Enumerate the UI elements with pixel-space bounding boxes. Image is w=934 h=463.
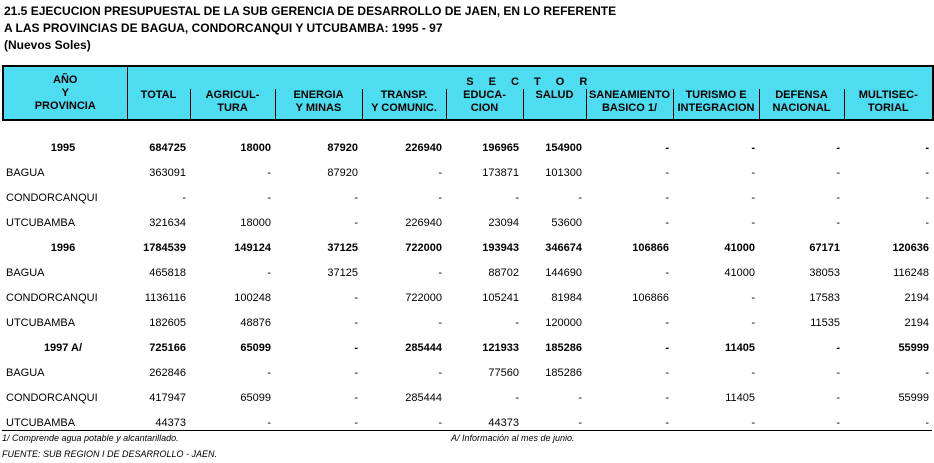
province-row: [3, 285, 933, 310]
row-label: BAGUA: [6, 366, 45, 379]
table-cell: 81984: [551, 291, 582, 304]
table-cell: -: [665, 266, 669, 279]
table-cell: -: [354, 316, 358, 329]
column-header: SANEAMIENTO BASICO 1/: [586, 89, 673, 120]
table-cell: 185286: [545, 366, 582, 379]
table-cell: -: [354, 191, 358, 204]
table-cell: 18000: [240, 216, 271, 229]
table-cell: -: [438, 191, 442, 204]
province-row: [3, 360, 933, 385]
table-cell: 105241: [482, 291, 519, 304]
province-row: [3, 385, 933, 410]
table-cell: -: [438, 366, 442, 379]
table-cell: -: [182, 191, 186, 204]
table-cell: 149124: [234, 241, 271, 254]
table-cell: -: [836, 191, 840, 204]
table-cell: 55999: [898, 391, 930, 404]
table-cell: -: [354, 291, 358, 304]
row-label: CONDORCANQUI: [6, 191, 98, 204]
table-cell: 77560: [488, 366, 519, 379]
spacer-row: [3, 120, 933, 135]
table-cell: -: [836, 216, 840, 229]
table-cell: 38053: [809, 266, 840, 279]
table-cell: 120636: [892, 241, 930, 254]
table-cell: -: [751, 191, 755, 204]
table-cell: -: [836, 341, 840, 354]
table-cell: 67171: [809, 241, 840, 254]
table-cell: 1784539: [143, 241, 186, 254]
column-header: SALUD: [523, 89, 586, 120]
table-cell: -: [925, 366, 930, 379]
source-note: FUENTE: SUB REGION I DE DESARROLLO - JAEN.: [2, 449, 218, 459]
province-row: [3, 410, 933, 435]
table-cell: -: [836, 141, 840, 154]
table-cell: -: [751, 141, 755, 154]
table-cell: -: [438, 266, 442, 279]
table-cell: -: [665, 216, 669, 229]
column-header: ENERGIA Y MINAS: [275, 89, 362, 120]
table-cell: -: [578, 416, 582, 429]
table-cell: 37125: [327, 266, 358, 279]
table-cell: 193943: [482, 241, 519, 254]
table-cell: 196965: [482, 141, 519, 154]
row-label: BAGUA: [6, 266, 45, 279]
row-label: UTCUBAMBA: [6, 416, 76, 429]
column-header: TRANSP. Y COMUNIC.: [362, 89, 446, 120]
table-cell: -: [751, 216, 755, 229]
table-cell: 65099: [240, 391, 271, 404]
province-row: [3, 210, 933, 235]
table-cell: -: [354, 416, 358, 429]
header-sector: S E C T O R: [127, 66, 933, 89]
table-cell: -: [665, 316, 669, 329]
table-cell: -: [925, 416, 930, 429]
table-cell: -: [267, 366, 271, 379]
table-cell: 2194: [904, 291, 930, 304]
table-cell: -: [751, 316, 755, 329]
table-cell: 65099: [240, 341, 271, 354]
table-cell: 48876: [240, 316, 271, 329]
table-cell: 55999: [898, 341, 930, 354]
table-cell: 417947: [149, 391, 186, 404]
table-cell: -: [751, 291, 755, 304]
table-cell: -: [267, 416, 271, 429]
table-cell: 44373: [155, 416, 186, 429]
table-cell: -: [665, 391, 669, 404]
province-row: [3, 310, 933, 335]
table-cell: 106866: [632, 291, 669, 304]
table-cell: 88702: [488, 266, 519, 279]
table-cell: 465818: [149, 266, 186, 279]
table-cell: 226940: [405, 141, 442, 154]
table-cell: 100248: [234, 291, 271, 304]
row-label: 1996: [50, 241, 76, 254]
table-cell: 17583: [809, 291, 840, 304]
table-cell: 285444: [405, 391, 442, 404]
table-cell: 173871: [482, 166, 519, 179]
table-cell: -: [665, 191, 669, 204]
column-header: TURISMO E INTEGRACION: [673, 89, 759, 120]
column-header: AGRICUL- TURA: [190, 89, 275, 120]
table-cell: 23094: [488, 216, 519, 229]
province-row: [3, 160, 933, 185]
province-row: [3, 185, 933, 210]
table-cell: -: [665, 366, 669, 379]
footer-divider: [2, 430, 932, 431]
year-total-row: [3, 335, 933, 360]
province-row: [3, 260, 933, 285]
table-cell: 18000: [240, 141, 271, 154]
table-cell: 44373: [488, 416, 519, 429]
row-label: CONDORCANQUI: [6, 291, 98, 304]
table-cell: 2194: [904, 316, 930, 329]
table-cell: -: [267, 266, 271, 279]
report-title: [4, 3, 616, 54]
table-cell: -: [836, 366, 840, 379]
table-cell: 182605: [149, 316, 186, 329]
table-cell: -: [925, 191, 930, 204]
table-cell: 144690: [545, 266, 582, 279]
table-cell: -: [925, 166, 930, 179]
table-cell: -: [665, 166, 669, 179]
row-label: 1997 A/: [43, 341, 83, 354]
budget-table: [2, 65, 934, 435]
table-cell: -: [438, 166, 442, 179]
header-year-province: AÑO Y PROVINCIA: [3, 66, 127, 120]
table-cell: -: [751, 166, 755, 179]
table-cell: 226940: [405, 216, 442, 229]
table-cell: 684725: [149, 141, 186, 154]
table-cell: -: [751, 366, 755, 379]
row-label: 1995: [50, 141, 76, 154]
footnote-a: A/ Información al mes de junio.: [451, 433, 575, 443]
title-line-1: 21.5 EJECUCION PRESUPUESTAL DE LA SUB GERENCIA DE DESARROLLO DE JAEN, EN LO REFERENTE: [4, 4, 617, 18]
table-cell: -: [354, 341, 358, 354]
table-cell: 262846: [149, 366, 186, 379]
year-total-row: [3, 135, 933, 160]
table-cell: -: [665, 341, 669, 354]
table-cell: 154900: [545, 141, 582, 154]
table-cell: 120000: [545, 316, 582, 329]
table-cell: -: [751, 416, 755, 429]
column-header: MULTISEC- TORIAL: [844, 89, 933, 120]
column-header: EDUCA- CION: [446, 89, 523, 120]
table-cell: 722000: [405, 241, 442, 254]
table-cell: -: [665, 416, 669, 429]
table-cell: -: [836, 166, 840, 179]
table-cell: 37125: [327, 241, 358, 254]
table-cell: -: [578, 391, 582, 404]
table-cell: 11535: [810, 316, 840, 329]
table-cell: -: [438, 416, 442, 429]
table-cell: -: [354, 216, 358, 229]
table-cell: -: [515, 191, 519, 204]
column-header: DEFENSA NACIONAL: [759, 89, 844, 120]
table-cell: -: [665, 141, 669, 154]
row-label: UTCUBAMBA: [6, 316, 76, 329]
column-header: TOTAL: [127, 89, 190, 120]
table-cell: 321634: [149, 216, 186, 229]
footnote-1: 1/ Comprende agua potable y alcantarillado.: [2, 433, 179, 443]
table-cell: 1136116: [144, 291, 186, 304]
table-cell: 346674: [545, 241, 582, 254]
table-cell: -: [267, 166, 271, 179]
year-total-row: [3, 235, 933, 260]
table-cell: -: [925, 141, 930, 154]
table-cell: -: [925, 216, 930, 229]
table-cell: 106866: [632, 241, 669, 254]
table-cell: 87920: [327, 166, 358, 179]
table-cell: 185286: [545, 341, 582, 354]
table-cell: 285444: [405, 341, 442, 354]
table-cell: 722000: [405, 291, 442, 304]
table-cell: -: [354, 366, 358, 379]
table-cell: 11405: [725, 391, 755, 404]
row-label: BAGUA: [6, 166, 45, 179]
table-cell: 121933: [482, 341, 519, 354]
table-cell: -: [515, 391, 519, 404]
table-cell: 41000: [724, 241, 755, 254]
table-cell: 101300: [545, 166, 582, 179]
table-cell: -: [267, 191, 271, 204]
row-label: CONDORCANQUI: [6, 391, 98, 404]
table-cell: 53600: [551, 216, 582, 229]
table-cell: 87920: [327, 141, 358, 154]
table-cell: -: [438, 316, 442, 329]
table-cell: -: [836, 391, 840, 404]
table-cell: -: [836, 416, 840, 429]
table-cell: -: [578, 191, 582, 204]
title-line-2: A LAS PROVINCIAS DE BAGUA, CONDORCANQUI Y UTCUBAMBA: 1995 - 97: [4, 21, 443, 35]
title-units: (Nuevos Soles): [4, 38, 91, 52]
table-cell: 41000: [724, 266, 755, 279]
table-cell: -: [515, 316, 519, 329]
table-cell: 363091: [149, 166, 186, 179]
table-cell: 116248: [893, 266, 930, 279]
table-cell: 11405: [725, 341, 755, 354]
table-cell: -: [354, 391, 358, 404]
row-label: UTCUBAMBA: [6, 216, 76, 229]
table-cell: 725166: [149, 341, 186, 354]
